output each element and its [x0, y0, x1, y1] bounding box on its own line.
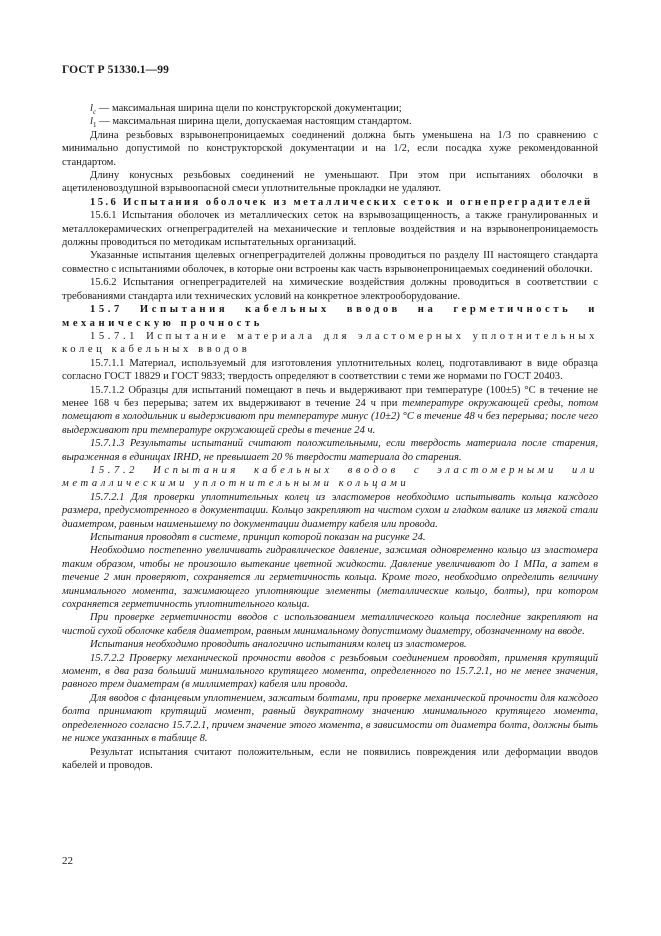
paragraph-l1: $l_1$ — максимальная ширина щели, допускаемая настоящим стандартом.	[90, 116, 412, 130]
paragraph-15-7-1-1: 15.7.1.1 Материал, используемый для изготовления уплотнительных колец, подготавливают в виде образца согласно ГОСТ 18829 и ГОСТ 9833; твердость определяют в соответствии с теми же нормами по ГОСТ 20403.	[62, 357, 598, 383]
paragraph-result: Результат испытания считают положительным, если не появились повреждения или деформации вводов кабелей и проводов.	[62, 746, 598, 771]
paragraph-thread-length: Длина резьбовых взрывонепроницаемых соединений должна быть уменьшена на 1/3 по сравнению с минимально допустимой по конструкторской документации и на 1/2, если посадка хуже рекомендованной стандартом.	[62, 129, 598, 168]
paragraph-conical-thread: Длину конусных резьбовых соединений не уменьшают. При этом при испытаниях оболочки в ацетиленовоздушной взрывоопасной смеси уплотнительные прокладки не удаляют.	[62, 170, 598, 195]
paragraph-15-7-2-2: 15.7.2.2 Проверку механической прочности вводов с резьбовым соединением проводят, применяя крутящий момент, в два раза больший минимального крутящего момента, определенного по 15.7.2.1, но не менее значения, равного трем диаметрам (в миллиметрах) кабеля или провода.	[62, 652, 598, 691]
paragraph-15-6-1: 15.6.1 Испытания оболочек из металлических сеток на взрывозащищенность, а также гранулированных и металлокерамических огнепреградителей на механические и тепловые воздействия и на взрывонепроницаемость должны проводиться по методикам испытательных организаций.	[62, 210, 598, 249]
heading-15-7-1: 15.7.1 Испытание материала для эластомерных уплотнительных колец кабельных вводов	[62, 330, 598, 356]
paragraph-flange-seal: Для вводов с фланцевым уплотнением, зажатым болтами, при проверке механической прочности для каждого болта принимают крутящий момент, равный двукратному значению минимального крутящего момента, определенного согласно 15.7.2.1, причем значение этого момента, в зависимости от диаметра болта, должны быть не ниже указанных в таблице 8.	[62, 692, 598, 745]
paragraph-slot-arresters: Указанные испытания щелевых огнепреградителей должны проводиться по разделу III настоящего стандарта совместно с испытаниями оболочек, в которые они встроены как часть взрывонепроницаемых соединений оболочки.	[62, 250, 598, 275]
paragraph-hydraulic-pressure: Необходимо постепенно увеличивать гидравлическое давление, зажимая одновременно кольцо из эластомера таким образом, чтобы не произошло вытекание цветной жидкости. Давление увеличивают до 1 МПа, а затем в течение 2 мин проверяют, сохраняется ли герметичность кольца. Кроме того, необходимо определить величину минимального момента, зажимающего уплотняющие элементы (металлические кольцо, болты), при котором сохраняется герметичность уплотнительного кольца.	[62, 545, 598, 611]
paragraph-15-7-1-2-regular: 15.7.1.2 Образцы для испытаний помещают в печь и выдерживают при температуре (100±5) °С в течение не менее 168 ч без перерыва; затем их выдерживают в течение 24 ч при	[62, 384, 598, 409]
document-body	[62, 102, 598, 772]
page-number: 22	[62, 855, 73, 867]
paragraph-15-7-2-1: 15.7.2.1 Для проверки уплотнительных колец из эластомеров необходимо испытывать кольца каждого размера, предусмотренного в документации. Кольцо закрепляют на чистом сухом и гладком валике из мягкой стали диаметром, равным наименьшему по документации диаметру кабеля или провода.	[62, 491, 598, 530]
paragraph-15-7-1-3: 15.7.1.3 Результаты испытаний считают положительными, если твердость материала после старения, выраженная в единицах IRHD, не превышает 20 % твердости материала до старения.	[62, 438, 598, 463]
paragraph-15-7-1-2-italic: температуре окружающей среды, потом помещают в холодильник и выдерживают при температуре минус (10±2) °С в течение 48 ч без перерыва; после чего выдерживают при температуре окружающей среды в течение 24 ч.	[62, 397, 598, 436]
paragraph-figure-24: Испытания проводят в системе, принцип которой показан на рисунке 24.	[90, 532, 426, 543]
document-header: ГОСТ Р 51330.1—99	[62, 64, 169, 76]
heading-15-6: 15.6 Испытания оболочек из металлических сеток и огнепреградителей	[90, 196, 593, 208]
heading-15-7: 15.7 Испытания кабельных вводов на герметичность и механическую прочность	[62, 304, 598, 329]
paragraph-lc: $l_c$ — максимальная ширина щели по конструкторской документации;	[90, 103, 402, 117]
paragraph-metal-ring: При проверке герметичности вводов с использованием металлического кольца последние закрепляют на чистой сухой оболочке кабеля диаметром, равным минимальному допустимому диаметру, обозначенному на вводе.	[62, 612, 598, 637]
paragraph-similar-tests: Испытания необходимо проводить аналогично испытаниям колец из эластомеров.	[90, 639, 467, 651]
paragraph-15-7-1-2	[62, 384, 598, 438]
heading-15-7-2: 15.7.2 Испытания кабельных вводов с эластомерными или металлическими уплотнительными кольцами	[62, 464, 598, 490]
paragraph-15-6-2: 15.6.2 Испытания огнепреградителей на химические воздействия должны проводиться в соответствии с требованиями стандарта или технических условий на конкретное электрооборудование.	[62, 277, 598, 302]
